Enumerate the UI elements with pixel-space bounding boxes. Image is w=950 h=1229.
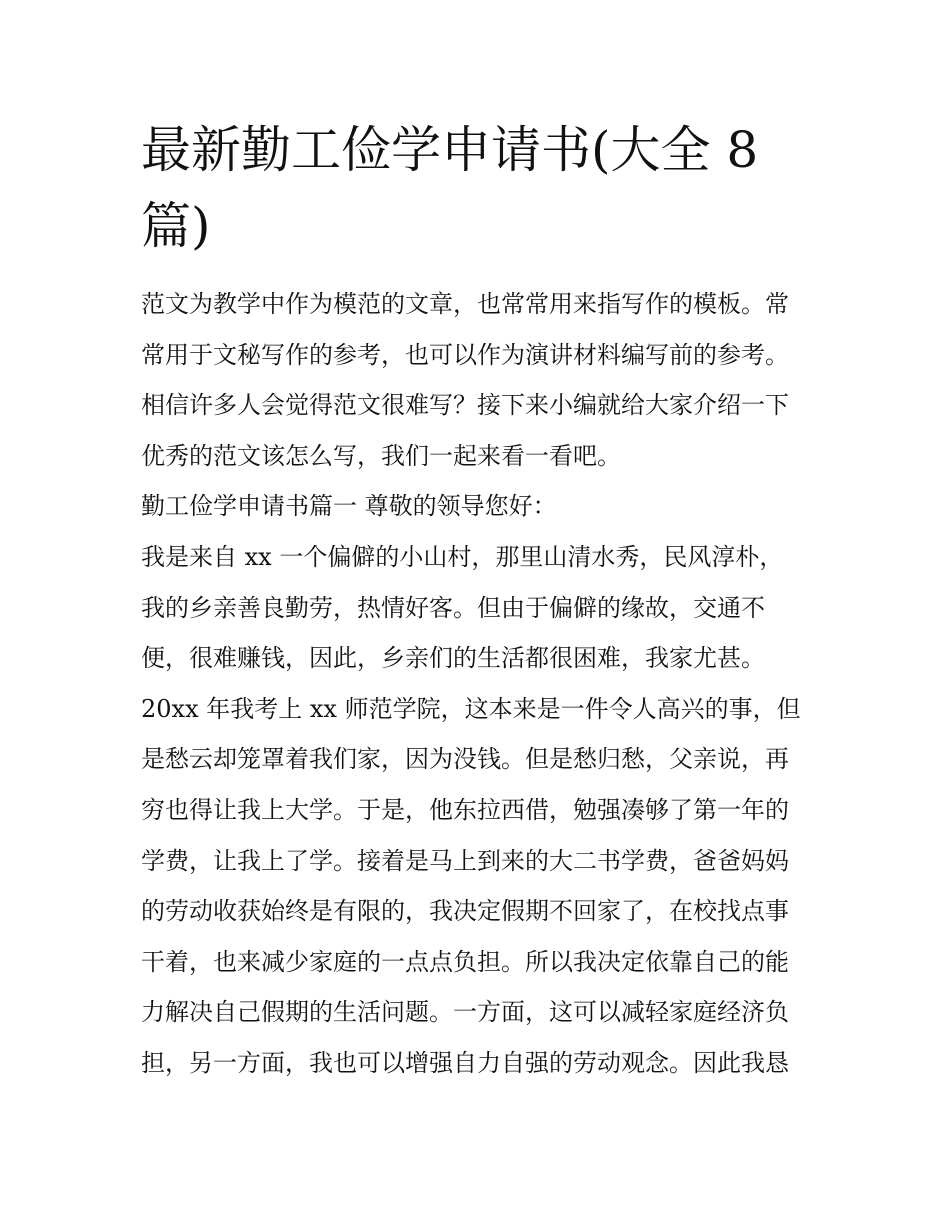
document-title — [141, 112, 801, 264]
body-line: 20xx 年我考上 xx 师范学院，这本来是一件令人高兴的事，但 — [141, 694, 801, 723]
body-line: 干着，也来减少家庭的一点点负担。所以我决定依靠自己的能 — [141, 947, 789, 976]
body-line: 相信许多人会觉得范文很难写？接下来小编就给大家介绍一下 — [141, 391, 789, 420]
body-line: 便，很难赚钱，因此，乡亲们的生活都很困难，我家尤甚。 — [141, 644, 765, 673]
body-line: 的劳动收获始终是有限的，我决定假期不回家了，在校找点事 — [141, 897, 789, 926]
title-line: 最新勤工俭学申请书(大全 8 — [141, 121, 759, 179]
body-line: 学费，让我上了学。接着是马上到来的大二书学费，爸爸妈妈 — [141, 846, 789, 875]
body-line: 常用于文秘写作的参考，也可以作为演讲材料编写前的参考。 — [141, 340, 789, 369]
body-line: 是愁云却笼罩着我们家，因为没钱。但是愁归愁，父亲说，再 — [141, 745, 789, 774]
body-line: 优秀的范文该怎么写，我们一起来看一看吧。 — [141, 441, 621, 470]
body-line: 我的乡亲善良勤劳，热情好客。但由于偏僻的缘故，交通不 — [141, 593, 765, 622]
document-body — [141, 279, 821, 1089]
body-line: 穷也得让我上大学。于是，他东拉西借，勉强凑够了第一年的 — [141, 795, 789, 824]
body-line: 范文为教学中作为模范的文章，也常常用来指写作的模板。常 — [141, 290, 789, 318]
body-line: 担，另一方面，我也可以增强自力自强的劳动观念。因此我恳 — [141, 1048, 789, 1077]
section-heading-line: 勤工俭学申请书篇一 尊敬的领导您好： — [141, 492, 557, 521]
title-line: 篇) — [141, 197, 211, 255]
body-line: 我是来自 xx 一个偏僻的小山村，那里山清水秀，民风淳朴， — [141, 542, 784, 571]
body-line: 力解决自己假期的生活问题。一方面，这可以减轻家庭经济负 — [141, 998, 789, 1027]
